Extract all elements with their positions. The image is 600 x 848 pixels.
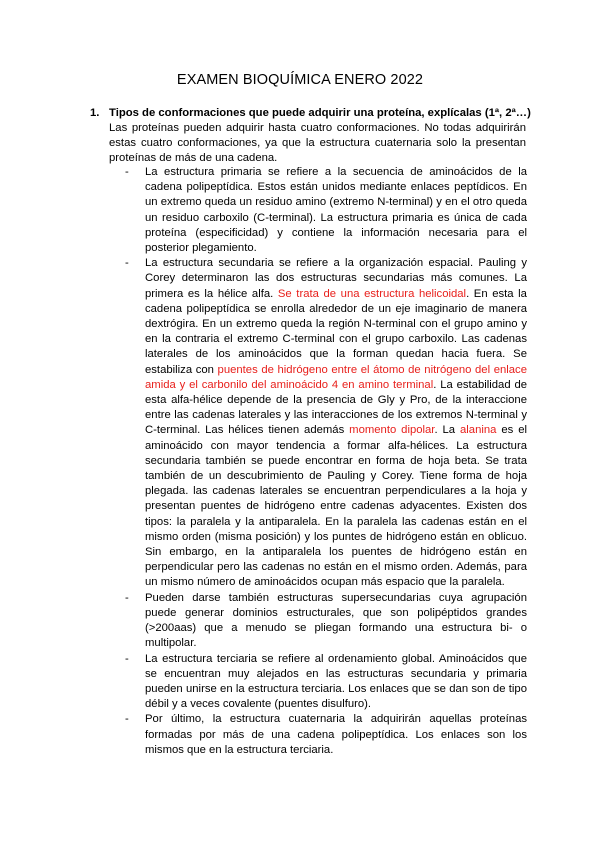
highlight-helicoidal: Se trata de una estructura helicoidal <box>277 287 467 300</box>
primary-structure-text: La estructura primaria se refiere a la secuencia de aminoácidos de la cadena polipeptídica. Estos están unidos mediante enlaces peptídicos. En un extremo queda un residuo amino (extremo N-terminal) y en el otro queda un residuo carboxilo (C-terminal). La estructura primaria es única de cada proteína (especificidad) y contiene la información necesaria para el posterior plegamiento. <box>145 166 527 255</box>
list-dash: - <box>125 713 129 726</box>
question-heading <box>90 106 531 121</box>
list-dash: - <box>125 257 129 270</box>
page-title: EXAMEN BIOQUÍMICA ENERO 2022 <box>176 72 424 88</box>
question-heading-text: Tipos de conformaciones que puede adquirir una proteína, explícalas (1ª, 2ª…) <box>109 107 531 119</box>
secondary-text-3: . La estabilidad de esta alfa-hélice depende de la presencia de Gly y Pro, de la interaccione entre las cadenas laterales y las interacciones de los extremos N-terminal y C-terminal. Las hélices tienen además <box>145 378 528 437</box>
list-dash: - <box>125 591 129 604</box>
question-1 <box>90 106 531 167</box>
structure-list <box>125 165 527 758</box>
tertiary-structure-text: La estructura terciaria se refiere al ordenamiento global. Aminoácidos que se encuentran muy alejados en las estructuras secundaria y primaria pueden unirse en la estructura terciaria. Los enlaces que se dan son de tipo débil y a veces covalente (puentes disulfuro). <box>145 652 527 711</box>
quaternary-structure-text: Por último, la estructura cuaternaria la adquirirán aquellas proteínas formadas por más de una cadena polipeptídica. Los enlaces son los mismos que en la estructura terciaria. <box>145 713 527 756</box>
list-dash: - <box>125 652 129 665</box>
secondary-structure-text <box>145 256 527 590</box>
question-intro: Las proteínas pueden adquirir hasta cuatro conformaciones. No todas adquirirán estas cuatro conformaciones, ya que la estructura cuaternaria solo la presentan proteínas de más de una cadena. <box>109 122 526 165</box>
supersecondary-structure-text: Pueden darse también estructuras supersecundarias cuya agrupación puede generar dominios estructurales, que son polipéptidos grandes (>200aas) que a menudo se pliegan formando una estructura bi- o multipolar. <box>145 591 527 650</box>
highlight-hydrogen-bonds: puentes de hidrógeno entre el átomo de nitrógeno del enlace amida y el carbonilo del aminoácido 4 en amino terminal <box>145 363 527 391</box>
list-dash: - <box>125 166 129 178</box>
highlight-alanine: alanina <box>460 424 497 437</box>
secondary-text-5: es el aminoácido con mayor tendencia a formar alfa-hélices. La estructura secundaria también se puede encontrar en forma de hoja beta. Se trata también de un descubrimiento de Pauling y Corey. Tiene forma de hoja plegada. las cadenas laterales se encuentran perpendiculares a la hoja y presentan puentes de hidrógeno entre cadenas adyacentes. Existen dos tipos: la paralela y la antiparalela. En la paralela las cadenas están en el mismo orden (misma posición) y los puntes de hidrógeno están en oblicuo. Sin embargo, en la antiparalela los puentes de hidrógeno están en perpendicular pero las cadenas no están en el mismo orden. Además, para un mismo número de aminoácidos ocupan más espacio que la paralela. <box>145 424 527 589</box>
secondary-text-2: . En esta la cadena polipeptídica se enrolla alrededor de un eje imaginario de manera dextrógira. En un extremo queda la región N-terminal con el grupo amino y en la contraria el extremo C-terminal con el grupo carboxilo. Las cadenas laterales de los aminoácidos que la forman quedan hacia fuera. Se estabiliza con <box>145 287 527 376</box>
list-item-supersecondary <box>125 591 527 652</box>
list-item-secondary <box>125 256 527 590</box>
question-number: 1. <box>90 107 100 119</box>
secondary-text-4: . La <box>434 424 460 437</box>
list-item-quaternary <box>125 712 527 758</box>
list-item-primary <box>125 165 527 256</box>
highlight-dipole: momento dipolar <box>349 424 435 437</box>
secondary-text-1: La estructura secundaria se refiere a la organización espacial. Pauling y Corey determinaron las dos estructuras secundarias más comunes. La primera es la hélice alfa. <box>145 257 527 300</box>
list-item-tertiary <box>125 652 527 713</box>
